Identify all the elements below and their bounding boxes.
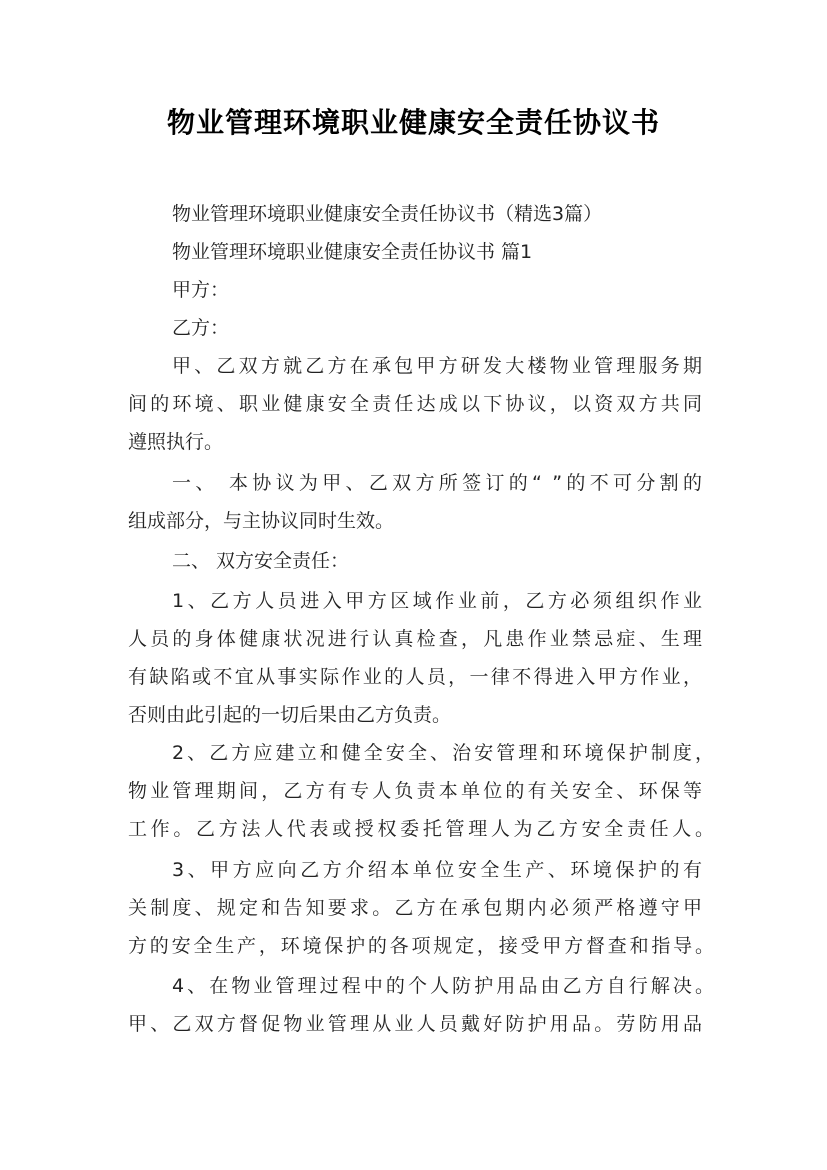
paragraph-line: 1、乙方人员进入甲方区域作业前，乙方必须组织作业 [172,590,702,612]
party-a-label: 甲方： [172,279,230,301]
section-heading: 物业管理环境职业健康安全责任协议书 篇1 [172,241,533,263]
paragraph-line: 有缺陷或不宜从事实际作业的人员，一律不得进入甲方作业， [128,666,702,688]
paragraph-line: 甲、乙双方就乙方在承包甲方研发大楼物业管理服务期 [172,355,702,377]
paragraph-line: 4、在物业管理过程中的个人防护用品由乙方自行解决。 [172,975,714,997]
party-b-label: 乙方： [172,317,230,339]
paragraph-line: 物业管理期间，乙方有专人负责本单位的有关安全、环保等 [128,780,702,802]
paragraph-line: 二、 双方安全责任： [172,550,350,572]
paragraph-line: 工作。乙方法人代表或授权委托管理人为乙方安全责任人。 [128,818,714,840]
paragraph-line: 间的环境、职业健康安全责任达成以下协议，以资双方共同 [128,393,702,415]
paragraph-line: 组成部分，与主协议同时生效。 [128,510,395,532]
paragraph-line: 甲、乙双方督促物业管理从业人员戴好防护用品。劳防用品 [128,1013,702,1035]
paragraph-line: 一、 本协议为甲、乙双方所签订的“ ”的不可分割的 [172,472,702,494]
paragraph-line: 否则由此引起的一切后果由乙方负责。 [128,704,452,726]
paragraph-line: 2、乙方应建立和健全安全、治安管理和环境保护制度， [172,742,714,764]
paragraph-line: 方的安全生产，环境保护的各项规定，接受甲方督查和指导。 [128,935,714,957]
paragraph-line: 人员的身体健康状况进行认真检查，凡患作业禁忌症、生理 [128,628,702,650]
paragraph-line: 遵照执行。 [128,431,224,453]
paragraph-line: 3、甲方应向乙方介绍本单位安全生产、环境保护的有 [172,859,702,881]
paragraph-line: 关制度、规定和告知要求。乙方在承包期内必须严格遵守甲 [128,897,702,919]
document-subtitle: 物业管理环境职业健康安全责任协议书（精选3篇） [172,203,603,225]
document-title: 物业管理环境职业健康安全责任协议书 [166,106,660,139]
